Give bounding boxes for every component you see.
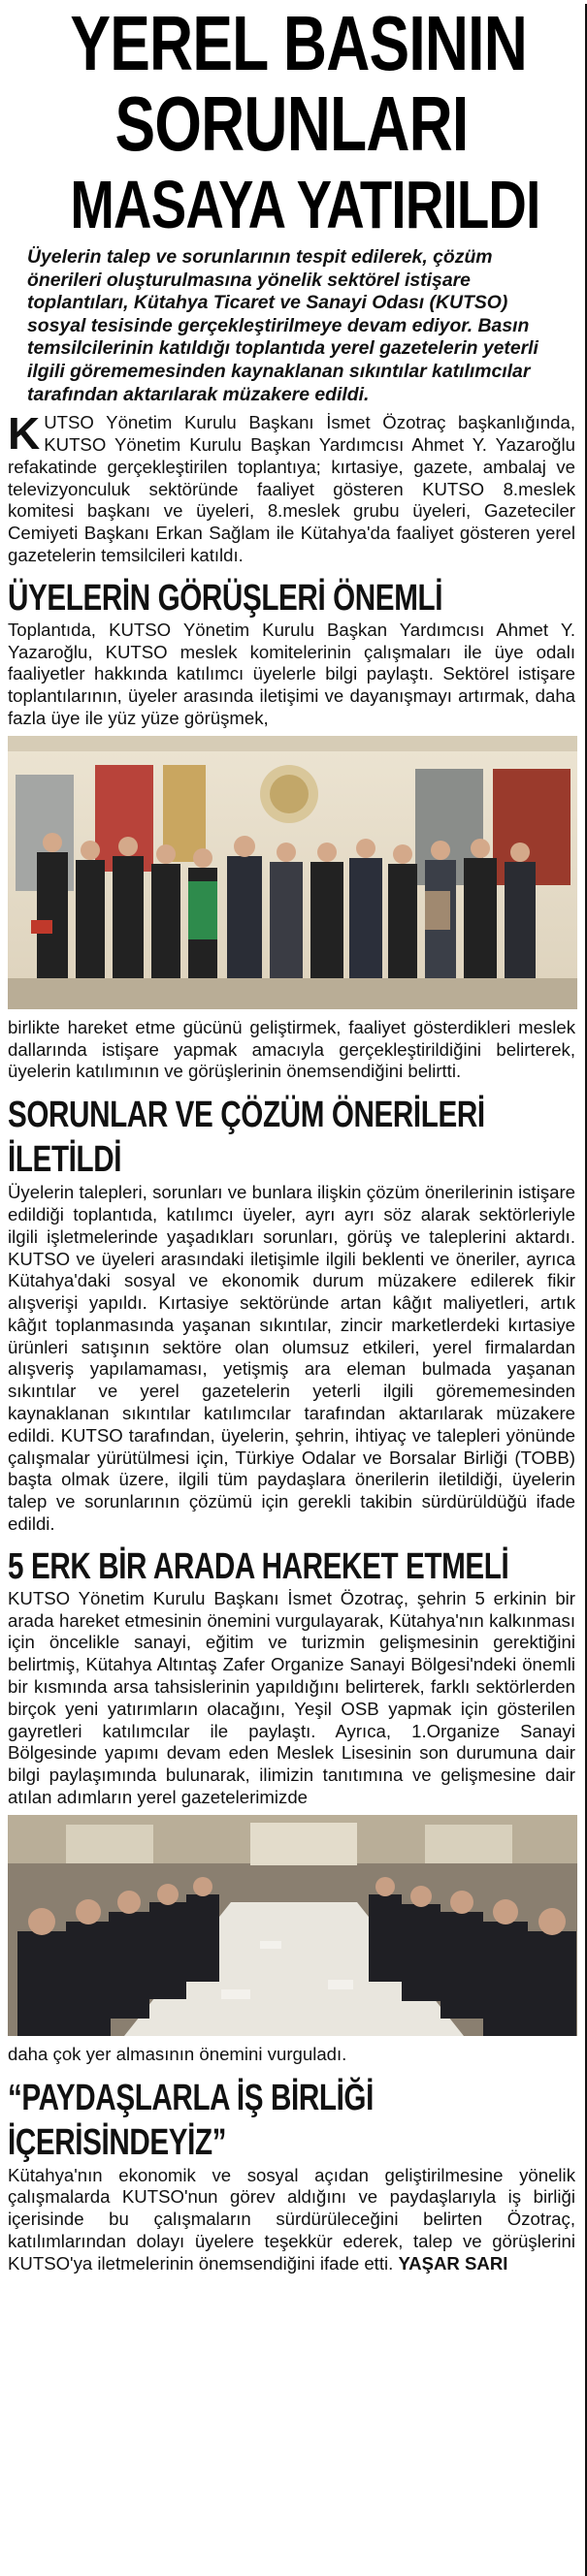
drop-cap: K	[8, 408, 41, 460]
section-2-text: Üyelerin talepleri, sorunları ve bunlara ilişkin çözüm önerilerinin istişare edildiği toplantıda, katılımcı üyeler, ayrı ayrı söz alarak sektörleriyle ilgili işletmelerinde yaşadıkları sorunları, görüş ve taleplerini aktardı. KUTSO ve üyeleri arasındaki iletişimle ilgili beklenti ve öneriler, ayrıca Kütahya'daki sosyal ve ekonomik durum müzakere edilerek fikir alışverişi yapıldı. Kırtasiye sektöründe artan kâğıt maliyetleri, artık kâğıt toplanmasında yaşanan sıkıntılar, zincir marketlerdeki kırtasiye ürünleri satışının sektöre olan olumsuz etkileri, yerel firmalardan alışveriş yapılamaması, yetişmiş ara eleman bulmada yaşanan sıkıntılar ve yerel gazetelerin yeterli ilgili görememesinden kaynaklanan sıkıntılar katılımcılar tarafından aktarılarak müzakere edildi. KUTSO tarafından, üyelerin, şehrin, ihtiyaç ve talepleri yönünde çalışmalar yürütülmesi için, Türkiye Odalar ve Borsalar Birliği (TOBB) başta olmak üzere, ilgili tüm paydaşlara önerilerin iletildiği, üyelerin talep ve sorunlarının çözümü için gerekli takibin sürdürüldüğü ifade edildi.	[8, 1182, 575, 1535]
section-heading-2-line-2: İLETİLDİ	[8, 1139, 122, 1181]
headline-line-3: MASAYA YATIRILDI	[70, 167, 540, 242]
section-4-text	[8, 2165, 575, 2275]
section-heading-2-line-1: SORUNLAR VE ÇÖZÜM ÖNERİLERİ	[8, 1095, 485, 1136]
section-4-body: Kütahya'nın ekonomik ve sosyal açıdan geliştirilmesine yönelik çalışmalarda KUTSO'nun görev aldığını ve paydaşlarıyla iş birliği içerisinde bu çalışmaların sürdürüleceğini belirten Özotraç, katılımlarından dolayı üyelere teşekkür ederek, talep ve görüşlerini KUTSO'ya iletmelerinin önemsendiğini ifade etti.	[8, 2164, 575, 2274]
meeting-photo	[8, 1815, 577, 2036]
section-3-text-after: daha çok yer almasının önemini vurguladı.	[8, 2043, 347, 2064]
headline-line-1: YEREL BASININ	[70, 0, 528, 86]
headline-line-2: SORUNLARI	[114, 80, 469, 167]
section-heading-1: ÜYELERİN GÖRÜŞLERİ ÖNEMLİ	[8, 577, 443, 619]
intro-paragraph	[8, 408, 575, 567]
byline: YAŞAR SARI	[398, 2252, 508, 2274]
section-3-text-before: KUTSO Yönetim Kurulu Başkanı İsmet Özotraç, şehrin 5 erkinin bir arada hareket etmesinin önemini vurgulayarak, Kütahya'nın kalkınması için öncelikle sanayi, eğitim ve turizmin gelişmesinin gerektiğini belirtmiş, Kütahya Altıntaş Zafer Organize Sanayi Bölgesi'ndeki önemli bir kısmında arsa tahsislerinin yapıldığını belirterek, farklı sektörlerden birçok yeni yatırımların olacağını, Yeşil OSB yapmak için gösterilen gayretleri katılımcılar ile paylaştı. Ayrıca, 1.Organize Sanayi Bölgesinde yapımı devam eden Meslek Lisesinin son durumuna dair bilgi paylaşımında bulunarak, ilimizin tanıtımına ve gelişmesine dair atılan adımların yerel gazetelerimizde	[8, 1587, 575, 1808]
group-photo	[8, 736, 577, 1009]
lead-paragraph: Üyelerin talep ve sorunlarının tespit edilerek, çözüm önerileri oluşturulmasına yönelik sektörel istişare toplantıları, Kütahya Ticaret ve Sanayi Odası (KUTSO) sosyal tesisinde gerçekleştirilmeye devam ediyor. Basın temsilcilerinin katıldığı toplantıda yerel gazetelerin yeterli ilgili görememesinden kaynaklanan sıkıntılar katılımcılar tarafından aktarılarak müzakere edildi.	[27, 246, 538, 405]
section-heading-4-line-2: İÇERİSİNDEYİZ”	[8, 2121, 227, 2163]
section-heading-3: 5 ERK BİR ARADA HAREKET ETMELİ	[8, 1545, 509, 1587]
section-1-text-before: Toplantıda, KUTSO Yönetim Kurulu Başkan Yardımcısı Ahmet Y. Yazaroğlu, KUTSO meslek komitelerinin çalışmaları ile üye odalı faaliyetler hakkında katılımcı üyelerle bilgi paylaştı. Sektörel istişare toplantılarının, üyeler arasında iletişimi ve dayanışmayı artırmak, daha fazla üye ile yüz yüze görüşmek,	[8, 619, 575, 728]
intro-text: UTSO Yönetim Kurulu Başkanı İsmet Özotraç başkanlığında, KUTSO Yönetim Kurulu Başkan Yardımcısı Ahmet Y. Yazaroğlu refakatinde gerçekleştirilen toplantıya; kırtasiye, gazete, ambalaj ve televizyonculuk sektöründe faaliyet gösteren KUTSO 8.meslek komitesi başkanı ve üyeleri, 8.meslek grubu üyeleri, Gazeteciler Cemiyeti Başkanı Erkan Sağlam ile Kütahya'da faaliyet gösteren yerel gazetelerin temsilcileri katıldı.	[8, 412, 575, 565]
section-heading-4-line-1: “PAYDAŞLARLA İŞ BİRLİĞİ	[8, 2077, 374, 2118]
section-1-text-after: birlikte hareket etme gücünü geliştirmek, faaliyet gösterdikleri meslek dallarında istişare yapmak amacıyla gerçekleştirildiğini belirterek, üyelerin katılımının ve görüşlerinin önemsendiğini belirtti.	[8, 1016, 575, 1082]
